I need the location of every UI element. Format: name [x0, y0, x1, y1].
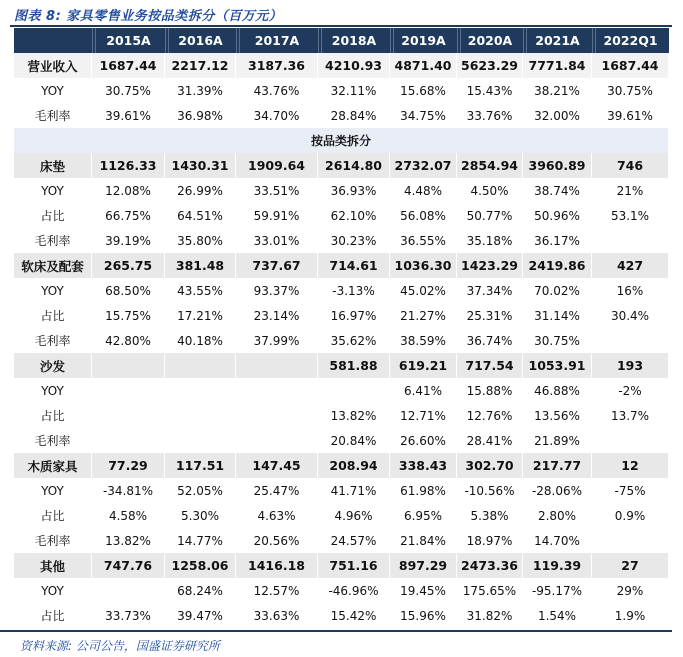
- cell: 39.61%: [92, 103, 165, 128]
- cell: 38.59%: [390, 328, 457, 353]
- cell: 714.61: [318, 253, 390, 278]
- table-row: [14, 278, 669, 303]
- cell: 302.70: [457, 453, 523, 478]
- cell: 33.51%: [236, 178, 318, 203]
- cell: [592, 428, 669, 453]
- cell: 13.82%: [318, 403, 390, 428]
- data-table: [14, 28, 669, 628]
- cell: 897.29: [390, 553, 457, 578]
- cell: [165, 428, 236, 453]
- cell: -28.06%: [523, 478, 592, 503]
- table-row: [14, 353, 669, 378]
- row-label: 占比: [14, 403, 92, 428]
- row-label: 毛利率: [14, 528, 92, 553]
- cell: -3.13%: [318, 278, 390, 303]
- cell: 36.98%: [165, 103, 236, 128]
- cell: 68.50%: [92, 278, 165, 303]
- table-row: [14, 553, 669, 578]
- cell: 6.41%: [390, 378, 457, 403]
- cell: 747.76: [92, 553, 165, 578]
- cell: 33.63%: [236, 603, 318, 628]
- cell: 175.65%: [457, 578, 523, 603]
- cell: [92, 353, 165, 378]
- cell: 15.75%: [92, 303, 165, 328]
- cell: 7771.84: [523, 53, 592, 78]
- table-header: [14, 28, 669, 53]
- cell: [92, 578, 165, 603]
- cell: 30.75%: [523, 328, 592, 353]
- column-header: 2018A: [318, 28, 390, 53]
- cell: 119.39: [523, 553, 592, 578]
- row-label: 毛利率: [14, 428, 92, 453]
- cell: 13.7%: [592, 403, 669, 428]
- cell: 25.47%: [236, 478, 318, 503]
- cell: 12.57%: [236, 578, 318, 603]
- cell: 0.9%: [592, 503, 669, 528]
- cell: 13.82%: [92, 528, 165, 553]
- cell: 15.96%: [390, 603, 457, 628]
- cell: 3187.36: [236, 53, 318, 78]
- cell: 64.51%: [165, 203, 236, 228]
- table-row: [14, 528, 669, 553]
- table-row: [14, 203, 669, 228]
- section-band: 按品类拆分: [14, 128, 669, 153]
- row-label: 软床及配套: [14, 253, 92, 278]
- cell: 56.08%: [390, 203, 457, 228]
- cell: 25.31%: [457, 303, 523, 328]
- cell: 29%: [592, 578, 669, 603]
- row-label: 占比: [14, 503, 92, 528]
- cell: 38.21%: [523, 78, 592, 103]
- row-label: YOY: [14, 78, 92, 103]
- row-label: YOY: [14, 278, 92, 303]
- cell: 751.16: [318, 553, 390, 578]
- row-label: 毛利率: [14, 103, 92, 128]
- cell: 50.96%: [523, 203, 592, 228]
- cell: 24.57%: [318, 528, 390, 553]
- row-label: 沙发: [14, 353, 92, 378]
- cell: [236, 428, 318, 453]
- row-label: 占比: [14, 203, 92, 228]
- cell: 4.50%: [457, 178, 523, 203]
- cell: 16%: [592, 278, 669, 303]
- table-row: [14, 53, 669, 78]
- cell: 746: [592, 153, 669, 178]
- cell: 1036.30: [390, 253, 457, 278]
- cell: 27: [592, 553, 669, 578]
- cell: 21%: [592, 178, 669, 203]
- table-row: [14, 328, 669, 353]
- cell: 37.34%: [457, 278, 523, 303]
- cell: [165, 378, 236, 403]
- cell: 1909.64: [236, 153, 318, 178]
- cell: 2614.80: [318, 153, 390, 178]
- cell: 39.47%: [165, 603, 236, 628]
- cell: [92, 403, 165, 428]
- cell: 36.17%: [523, 228, 592, 253]
- table-row: [14, 478, 669, 503]
- table-row: [14, 228, 669, 253]
- cell: 2732.07: [390, 153, 457, 178]
- table-row: [14, 428, 669, 453]
- cell: 14.77%: [165, 528, 236, 553]
- cell: 32.11%: [318, 78, 390, 103]
- cell: 5623.29: [457, 53, 523, 78]
- row-label: YOY: [14, 578, 92, 603]
- cell: 28.41%: [457, 428, 523, 453]
- cell: 208.94: [318, 453, 390, 478]
- column-header: 2022Q1: [592, 28, 669, 53]
- cell: [236, 353, 318, 378]
- cell: 2473.36: [457, 553, 523, 578]
- cell: 77.29: [92, 453, 165, 478]
- cell: 1687.44: [592, 53, 669, 78]
- column-header: 2020A: [457, 28, 523, 53]
- cell: 30.75%: [92, 78, 165, 103]
- cell: 42.80%: [92, 328, 165, 353]
- cell: [592, 328, 669, 353]
- cell: 15.68%: [390, 78, 457, 103]
- cell: 40.18%: [165, 328, 236, 353]
- cell: 1687.44: [92, 53, 165, 78]
- cell: 265.75: [92, 253, 165, 278]
- cell: 62.10%: [318, 203, 390, 228]
- cell: 28.84%: [318, 103, 390, 128]
- cell: [236, 378, 318, 403]
- cell: 1053.91: [523, 353, 592, 378]
- cell: 33.76%: [457, 103, 523, 128]
- cell: 1.9%: [592, 603, 669, 628]
- table-row: [14, 378, 669, 403]
- cell: 31.39%: [165, 78, 236, 103]
- bottom-rule: [0, 630, 672, 632]
- cell: 13.56%: [523, 403, 592, 428]
- cell: 2854.94: [457, 153, 523, 178]
- table-row: [14, 453, 669, 478]
- cell: 21.27%: [390, 303, 457, 328]
- cell: 59.91%: [236, 203, 318, 228]
- cell: 33.73%: [92, 603, 165, 628]
- cell: 50.77%: [457, 203, 523, 228]
- cell: 4210.93: [318, 53, 390, 78]
- cell: 43.55%: [165, 278, 236, 303]
- cell: 31.82%: [457, 603, 523, 628]
- cell: 193: [592, 353, 669, 378]
- cell: 21.84%: [390, 528, 457, 553]
- table-row: [14, 78, 669, 103]
- cell: 15.43%: [457, 78, 523, 103]
- cell: 12.08%: [92, 178, 165, 203]
- cell: 46.88%: [523, 378, 592, 403]
- table-row: [14, 178, 669, 203]
- cell: 20.56%: [236, 528, 318, 553]
- cell: 53.1%: [592, 203, 669, 228]
- cell: 1.54%: [523, 603, 592, 628]
- cell: 427: [592, 253, 669, 278]
- cell: -34.81%: [92, 478, 165, 503]
- column-header: 2021A: [523, 28, 592, 53]
- cell: 21.89%: [523, 428, 592, 453]
- cell: 34.70%: [236, 103, 318, 128]
- cell: 581.88: [318, 353, 390, 378]
- cell: 61.98%: [390, 478, 457, 503]
- cell: 39.19%: [92, 228, 165, 253]
- cell: 1430.31: [165, 153, 236, 178]
- cell: 39.61%: [592, 103, 669, 128]
- cell: [318, 378, 390, 403]
- cell: 93.37%: [236, 278, 318, 303]
- cell: 6.95%: [390, 503, 457, 528]
- cell: 1423.29: [457, 253, 523, 278]
- table-row: [14, 153, 669, 178]
- source-note: 资料来源: 公司公告，国盛证券研究所: [20, 639, 220, 653]
- table-row: [14, 603, 669, 628]
- cell: 4871.40: [390, 53, 457, 78]
- table-row: [14, 103, 669, 128]
- table-row: [14, 503, 669, 528]
- cell: 35.80%: [165, 228, 236, 253]
- row-label: 占比: [14, 303, 92, 328]
- row-label: YOY: [14, 178, 92, 203]
- cell: [592, 228, 669, 253]
- row-label: YOY: [14, 378, 92, 403]
- cell: 35.18%: [457, 228, 523, 253]
- cell: 37.99%: [236, 328, 318, 353]
- cell: [92, 428, 165, 453]
- cell: -75%: [592, 478, 669, 503]
- cell: 66.75%: [92, 203, 165, 228]
- cell: 1416.18: [236, 553, 318, 578]
- row-label: 营业收入: [14, 53, 92, 78]
- cell: 32.00%: [523, 103, 592, 128]
- cell: 2419.86: [523, 253, 592, 278]
- cell: 26.99%: [165, 178, 236, 203]
- table-row: [14, 253, 669, 278]
- cell: 5.38%: [457, 503, 523, 528]
- row-label: YOY: [14, 478, 92, 503]
- cell: 15.42%: [318, 603, 390, 628]
- table-row: [14, 128, 669, 153]
- cell: 338.43: [390, 453, 457, 478]
- cell: 381.48: [165, 253, 236, 278]
- cell: 1126.33: [92, 153, 165, 178]
- cell: 36.93%: [318, 178, 390, 203]
- cell: 45.02%: [390, 278, 457, 303]
- header-row: [14, 28, 669, 53]
- cell: 12.71%: [390, 403, 457, 428]
- cell: [92, 378, 165, 403]
- cell: 35.62%: [318, 328, 390, 353]
- cell: 30.23%: [318, 228, 390, 253]
- cell: 23.14%: [236, 303, 318, 328]
- cell: 33.01%: [236, 228, 318, 253]
- row-label: 床垫: [14, 153, 92, 178]
- cell: 12.76%: [457, 403, 523, 428]
- cell: 68.24%: [165, 578, 236, 603]
- cell: 17.21%: [165, 303, 236, 328]
- table-row: [14, 403, 669, 428]
- cell: -95.17%: [523, 578, 592, 603]
- cell: 19.45%: [390, 578, 457, 603]
- cell: [236, 403, 318, 428]
- cell: 18.97%: [457, 528, 523, 553]
- cell: 30.75%: [592, 78, 669, 103]
- cell: 117.51: [165, 453, 236, 478]
- row-label: 占比: [14, 603, 92, 628]
- cell: [165, 353, 236, 378]
- column-header: 2019A: [390, 28, 457, 53]
- figure-title: 图表 8: 家具零售业务按品类拆分（百万元）: [14, 9, 283, 24]
- cell: -2%: [592, 378, 669, 403]
- corner-header: [14, 28, 92, 53]
- cell: 619.21: [390, 353, 457, 378]
- cell: 20.84%: [318, 428, 390, 453]
- cell: -10.56%: [457, 478, 523, 503]
- cell: 43.76%: [236, 78, 318, 103]
- cell: 36.74%: [457, 328, 523, 353]
- cell: 2217.12: [165, 53, 236, 78]
- cell: [592, 528, 669, 553]
- cell: 41.71%: [318, 478, 390, 503]
- cell: 52.05%: [165, 478, 236, 503]
- column-header: 2015A: [92, 28, 165, 53]
- cell: 34.75%: [390, 103, 457, 128]
- table-row: [14, 303, 669, 328]
- cell: 15.88%: [457, 378, 523, 403]
- cell: -46.96%: [318, 578, 390, 603]
- table-body: [14, 53, 669, 628]
- cell: 3960.89: [523, 153, 592, 178]
- cell: 4.58%: [92, 503, 165, 528]
- cell: 717.54: [457, 353, 523, 378]
- cell: 30.4%: [592, 303, 669, 328]
- column-header: 2017A: [236, 28, 318, 53]
- cell: 2.80%: [523, 503, 592, 528]
- cell: 70.02%: [523, 278, 592, 303]
- cell: 16.97%: [318, 303, 390, 328]
- table-row: [14, 578, 669, 603]
- cell: 737.67: [236, 253, 318, 278]
- cell: 26.60%: [390, 428, 457, 453]
- cell: 14.70%: [523, 528, 592, 553]
- cell: 4.63%: [236, 503, 318, 528]
- cell: 31.14%: [523, 303, 592, 328]
- cell: 12: [592, 453, 669, 478]
- cell: 5.30%: [165, 503, 236, 528]
- cell: [165, 403, 236, 428]
- cell: 4.48%: [390, 178, 457, 203]
- top-rule: [10, 25, 672, 27]
- column-header: 2016A: [165, 28, 236, 53]
- cell: 217.77: [523, 453, 592, 478]
- cell: 147.45: [236, 453, 318, 478]
- cell: 38.74%: [523, 178, 592, 203]
- cell: 4.96%: [318, 503, 390, 528]
- cell: 36.55%: [390, 228, 457, 253]
- row-label: 木质家具: [14, 453, 92, 478]
- row-label: 毛利率: [14, 328, 92, 353]
- row-label: 其他: [14, 553, 92, 578]
- cell: 1258.06: [165, 553, 236, 578]
- row-label: 毛利率: [14, 228, 92, 253]
